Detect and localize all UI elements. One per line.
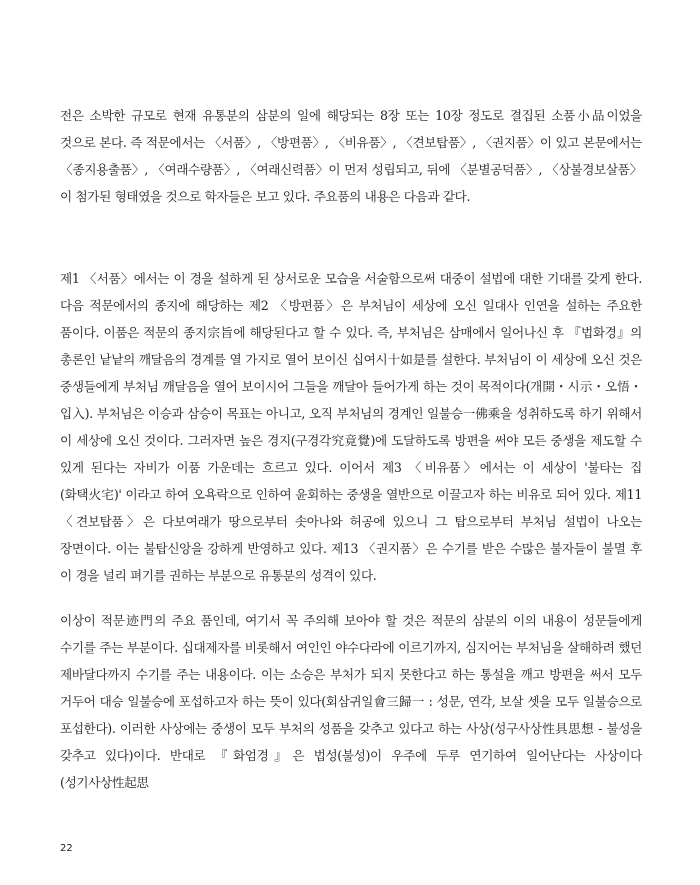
page-number: 22 — [60, 843, 73, 854]
body-paragraph-1: 전은 소박한 규모로 현재 유통분의 삼분의 일에 해당되는 8장 또는 10장 정도로 결집된 소품小品이었을 것으로 본다. 즉 적문에서는 〈서품〉, 〈방편품〉, 〈비유품〉, 〈견보탑품〉, 〈권지품〉이 있고 본문에서는 〈종지용출품〉, 〈여래수량품〉, 〈여래신력품〉이 먼저 성립되고, 뒤에 〈분별공덕품〉, 〈상불경보살품〉이 첨가된 형태였을 것으로 학자들은 보고 있다. 주요품의 내용은 다음과 같다. — [60, 108, 642, 204]
body-paragraph-2: 제1 〈서품〉에서는 이 경을 설하게 된 상서로운 모습을 서술함으로써 대중이 설법에 대한 기대를 갖게 한다. 다음 적문에서의 종지에 해당하는 제2 〈방편품〉은 부처님이 세상에 오신 일대사 인연을 설하는 주요한 품이다. 이품은 적문의 종지宗旨에 해당된다고 할 수 있다. 즉, 부처님은 삼매에서 일어나신 후 『법화경』의 총론인 낱낱의 깨달음의 경계를 열 가지로 열어 보이신 십여시十如是를 설한다. 부처님이 이 세상에 오신 것은 중생들에게 부처님 깨달음을 열어 보이시어 그들을 깨달아 들어가게 하는 것이 목적이다(개開・시示・오悟・입入). 부처님은 이승과 삼승이 목표는 아니고, 오직 부처님의 경계인 일불승一佛乘을 성취하도록 하기 위해서 이 세상에 오신 것이다. 그러자면 높은 경지(구경각究竟覺)에 도달하도록 방편을 써야 모든 중생을 제도할 수 있게 된다는 자비가 이품 가운데는 흐르고 있다. 이어서 제3 〈비유품〉에서는 이 세상이 '불타는 집(화택火宅)' 이라고 하여 오욕락으로 인하여 윤회하는 중생을 열반으로 이끌고자 하는 비유로 되어 있다. 제11 〈견보탑품〉은 다보여래가 땅으로부터 솟아나와 허공에 있으니 그 탑으로부터 부처님 설법이 나오는 장면이다. 이는 불탑신앙을 강하게 반영하고 있다. 제13 〈권지품〉은 수기를 받은 수많은 불자들이 불멸 후 이 경을 널리 펴기를 권하는 부분으로 유통분의 성격이 있다. — [60, 271, 642, 583]
body-paragraph-3: 이상이 적문迹門의 주요 품인데, 여기서 꼭 주의해 보아야 할 것은 적문의 삼분의 이의 내용이 성문들에게 수기를 주는 부분이다. 십대제자를 비롯해서 여인인 야수다라에 이르기까지, 심지어는 부처님을 살해하려 했던 제바달다까지 수기를 주는 내용이다. 이는 소승은 부처가 되지 못한다고 하는 통설을 깨고 방편을 써서 모두 거두어 대승 일불승에 포섭하고자 하는 뜻이 있다(회삼귀일會三歸一 : 성문, 연각, 보살 셋을 모두 일불승으로 포섭한다). 이러한 사상에는 중생이 모두 부처의 성품을 갖추고 있다고 하는 사상(성구사상性具思想 - 불성을 갖추고 있다)이다. 반대로 『화엄경』은 법성(불성)이 우주에 두루 연기하여 일어난다는 사상이다(성기사상性起思 — [60, 613, 642, 790]
